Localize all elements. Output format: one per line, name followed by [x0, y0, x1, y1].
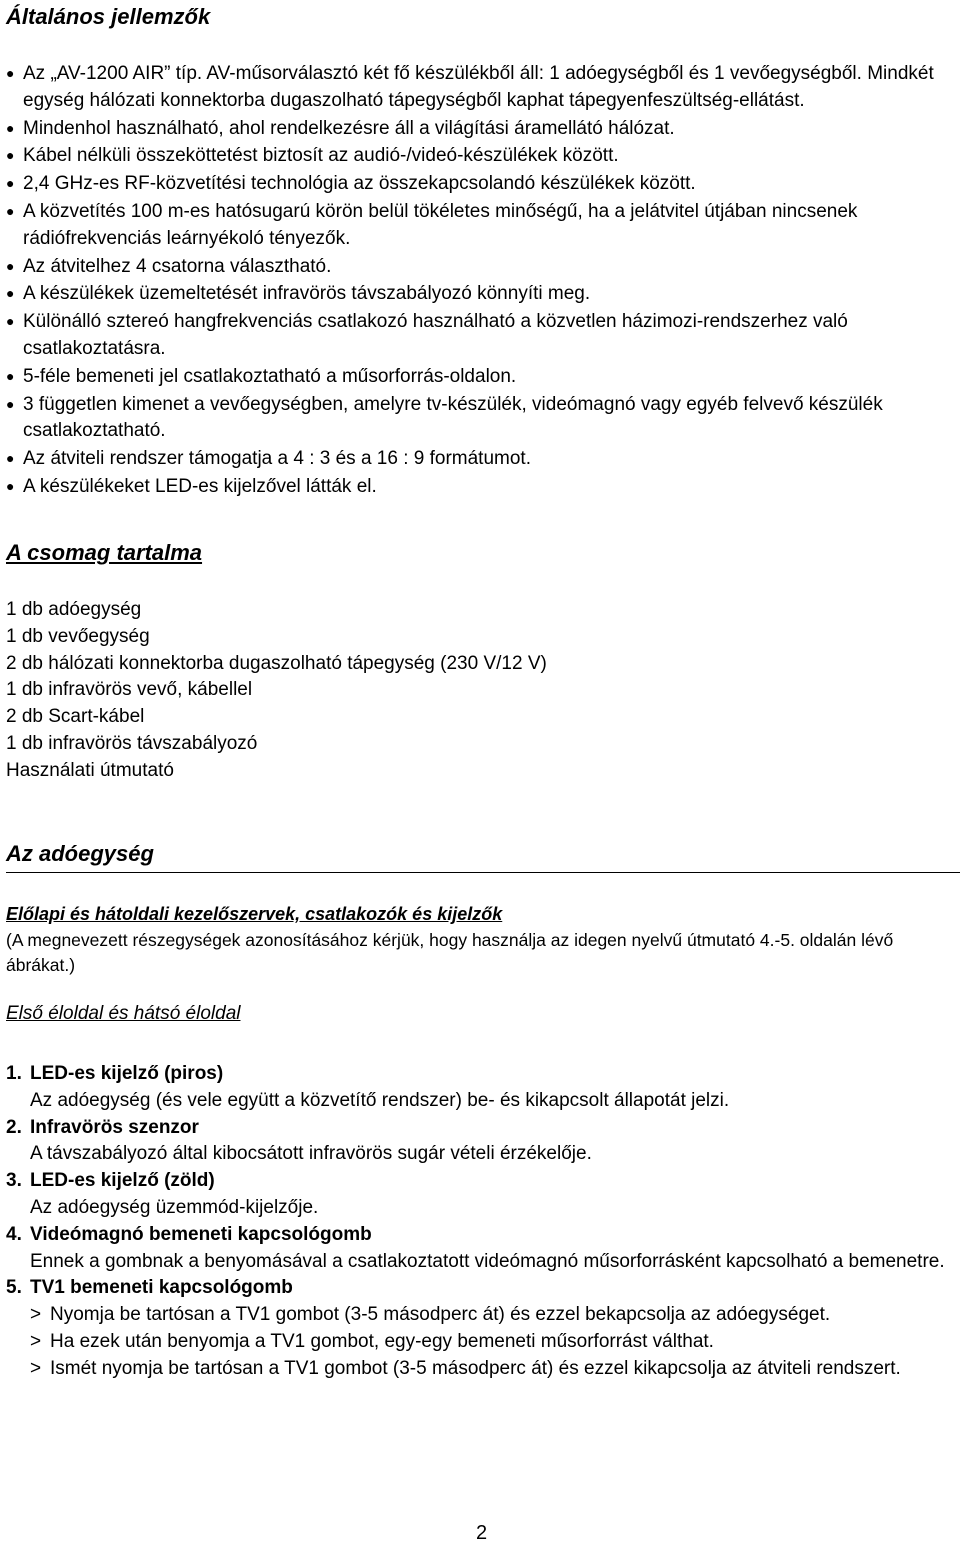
- features-list: [6, 60, 946, 501]
- bullet-icon: ●: [6, 395, 15, 412]
- control-item-desc: A távszabályozó által kibocsátott infravörös sugár vételi érzékelője.: [30, 1143, 592, 1165]
- feature-item: ● 5-féle bemeneti jel csatlakoztatható a műsorforrás-oldalon.: [6, 363, 946, 391]
- control-item-title: 3. LED-es kijelző (zöld): [6, 1170, 215, 1192]
- control-item-title: 4. Videómagnó bemeneti kapcsológomb: [6, 1223, 372, 1245]
- feature-item: ● Az átviteli rendszer támogatja a 4 : 3 és a 16 : 9 formátumot.: [6, 445, 946, 473]
- controls-list: [6, 1061, 956, 1383]
- control-item: [6, 1061, 956, 1115]
- package-list: [6, 597, 547, 785]
- control-item: [6, 1222, 956, 1276]
- heading-general: Általános jellemzők: [6, 4, 211, 29]
- page-number: 2: [476, 1522, 488, 1544]
- controls-subtitle: Első éloldal és hátsó éloldal: [6, 1003, 241, 1024]
- bullet-icon: ●: [6, 477, 15, 494]
- bullet-icon: ●: [6, 119, 15, 136]
- package-item: 1 db infravörös vevő, kábellel: [6, 679, 253, 701]
- bullet-icon: ●: [6, 175, 15, 192]
- bullet-icon: ●: [6, 257, 15, 274]
- feature-item: ● Különálló sztereó hangfrekvenciás csatlakozó használható a közvetlen házimozi-rendszerhez való csatlakoztatásra.: [6, 308, 946, 363]
- control-item-title: 5. TV1 bemeneti kapcsológomb: [6, 1277, 293, 1299]
- bullet-icon: ●: [6, 450, 15, 467]
- control-item: [6, 1275, 956, 1382]
- feature-item: ● Mindenhol használható, ahol rendelkezésre áll a világítási áramellátó hálózat.: [6, 115, 946, 143]
- heading-package: A csomag tartalma: [6, 540, 203, 565]
- arrow-icon: >: [30, 1330, 42, 1352]
- package-item: Használati útmutató: [6, 759, 174, 781]
- feature-item: ● A közvetítés 100 m-es hatósugarú körön belül tökéletes minőségű, ha a jelátvitel útjában nincsenek rádiófrekvenciás leárnyékoló tényezők.: [6, 198, 946, 253]
- feature-item: ● 3 független kimenet a vevőegységben, amelyre tv-készülék, videómagnó vagy egyéb felvevő készülék csatlakoztatható.: [6, 391, 946, 446]
- step-item: > Ismét nyomja be tartósan a TV1 gombot (3-5 másodperc át) és ezzel kikapcsolja az átviteli rendszert.: [6, 1356, 956, 1383]
- feature-item: ● A készülékek üzemeltetését infravörös távszabályozó könnyíti meg.: [6, 280, 946, 308]
- step-item: > Ha ezek után benyomja a TV1 gombot, egy-egy bemeneti műsorforrást válthat.: [6, 1329, 956, 1356]
- bullet-icon: ●: [6, 313, 15, 330]
- package-item: 1 db infravörös távszabályozó: [6, 732, 258, 754]
- feature-item: ● 2,4 GHz-es RF-közvetítési technológia az összekapcsolandó készülékek között.: [6, 170, 946, 198]
- bullet-icon: ●: [6, 367, 15, 384]
- control-steps: [6, 1302, 956, 1382]
- control-item-title: 1. LED-es kijelző (piros): [6, 1063, 224, 1084]
- step-item: > Nyomja be tartósan a TV1 gombot (3-5 másodperc át) és ezzel bekapcsolja az adóegységet.: [6, 1302, 956, 1329]
- arrow-icon: >: [30, 1357, 42, 1379]
- arrow-icon: >: [30, 1304, 42, 1326]
- control-item-desc: Az adóegység üzemmód-kijelzője.: [30, 1196, 319, 1218]
- package-item: 1 db adóegység: [6, 599, 142, 620]
- controls-note: (A megnevezett részegységek azonosításához kérjük, hogy használja az idegen nyelvű útmutató 4.-5. oldalán lévő ábrákat.): [6, 930, 894, 975]
- control-item: [6, 1168, 956, 1222]
- feature-item: ● Az „AV-1200 AIR” típ. AV-műsorválasztó két fő készülékből áll: 1 adóegységből és 1 vevőegységből. Mindkét egység hálózati konnektorba dugaszolható tápegységből kaphat tápegyenfeszültség-ellátást.: [6, 60, 946, 115]
- bullet-icon: ●: [6, 285, 15, 302]
- heading-transmitter: Az adóegység: [6, 841, 154, 866]
- bullet-icon: ●: [6, 65, 15, 81]
- control-item-desc: Az adóegység (és vele együtt a közvetítő rendszer) be- és kikapcsolt állapotát jelzi.: [30, 1089, 730, 1111]
- feature-item: ● A készülékeket LED-es kijelzővel látták el.: [6, 473, 946, 501]
- package-item: 1 db vevőegység: [6, 625, 150, 647]
- package-item: 2 db Scart-kábel: [6, 706, 145, 728]
- control-item-title: 2. Infravörös szenzor: [6, 1116, 199, 1138]
- controls-title: Előlapi és hátoldali kezelőszervek, csatlakozók és kijelzők: [6, 904, 503, 924]
- feature-item: ● Az átvitelhez 4 csatorna választható.: [6, 253, 946, 281]
- section-divider: [6, 872, 960, 873]
- feature-item: ● Kábel nélküli összeköttetést biztosít az audió-/videó-készülékek között.: [6, 142, 946, 170]
- control-item: [6, 1115, 956, 1169]
- bullet-icon: ●: [6, 202, 15, 219]
- control-item-desc: Ennek a gombnak a benyomásával a csatlakoztatott videómagnó műsorforrásként kapcsolható a bemenetre.: [30, 1250, 945, 1272]
- bullet-icon: ●: [6, 147, 15, 164]
- package-item: 2 db hálózati konnektorba dugaszolható tápegység (230 V/12 V): [6, 652, 547, 674]
